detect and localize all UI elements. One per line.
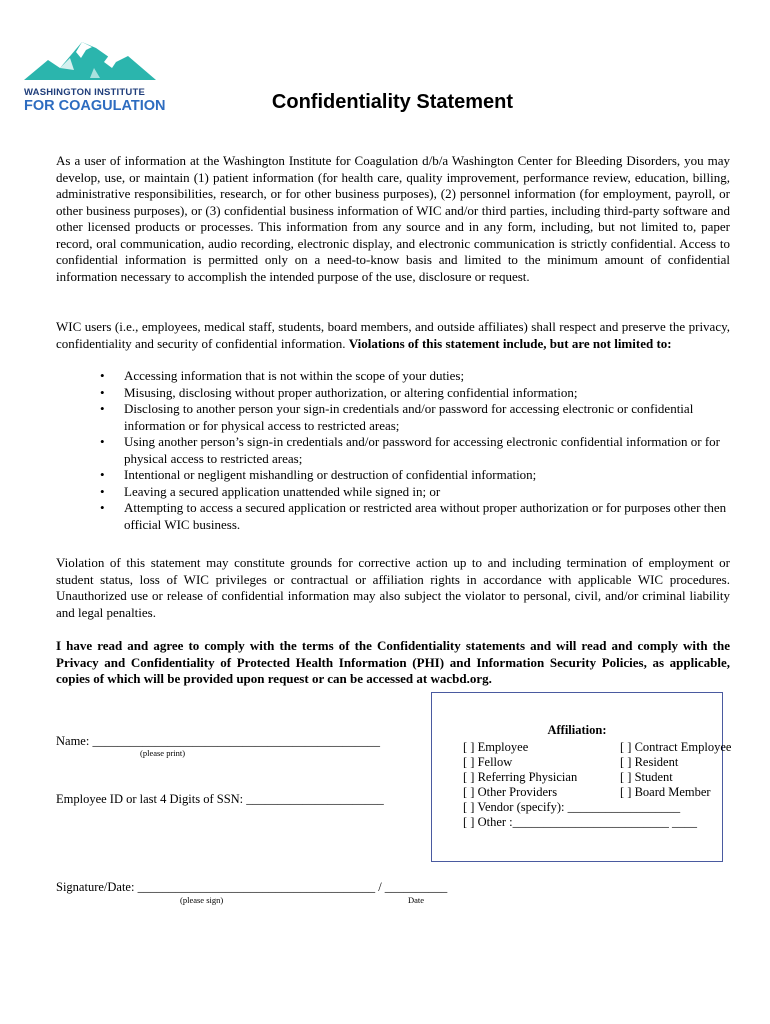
list-item: • Leaving a secured application unattended while signed in; or (98, 484, 730, 501)
other-checkbox[interactable]: [ ] Other :_________________________ ____ (463, 815, 698, 829)
wic-users-paragraph (56, 319, 730, 352)
affiliation-title: Affiliation: (547, 723, 607, 737)
list-item: • Accessing information that is not within the scope of your duties; (98, 368, 730, 385)
employee-id-field[interactable]: Employee ID or last 4 Digits of SSN: ______________________ (56, 792, 384, 806)
resident-checkbox[interactable]: [ ] Resident (620, 755, 679, 769)
contract-employee-checkbox[interactable]: [ ] Contract Employee (620, 740, 732, 754)
signature-hint: (please sign) (180, 895, 224, 905)
violations-list (98, 368, 730, 533)
affiliation-row (463, 755, 679, 770)
logo-line2: FOR COAGULATION (24, 97, 166, 114)
other-providers-checkbox[interactable]: [ ] Other Providers (463, 785, 558, 799)
signature-date-field[interactable]: Signature/Date: ______________________________________ / __________ (56, 880, 448, 894)
employee-checkbox[interactable]: [ ] Employee (463, 740, 529, 754)
list-item: • Disclosing to another person your sign-in credentials and/or password for accessing electronic or confidential information or for physical access to restricted areas; (98, 401, 730, 434)
violation-consequences-paragraph: Violation of this statement may constitute grounds for corrective action up to and including termination of employment or student status, loss of WIC privileges or contractual or affiliation rights in accordance with applicable WIC procedures. Unauthorized use or release of confidential information may also subject the violator to personal, civil, and/or criminal liability and legal penalties. (56, 555, 730, 620)
list-item: • Misusing, disclosing without proper authorization, or altering confidential information; (98, 385, 730, 402)
affiliation-row (463, 785, 711, 800)
fellow-checkbox[interactable]: [ ] Fellow (463, 755, 513, 769)
violations-heading: Violations of this statement include, but are not limited to: (348, 335, 672, 351)
agreement-paragraph: I have read and agree to comply with the terms of the Confidentiality statements and will read and comply with the Privacy and Confidentiality of Protected Health Information (PHI) and Information Security Policies, as applicable, copies of which will be provided upon request or can be accessed at wacbd.org. (56, 638, 730, 686)
date-hint: Date (408, 895, 425, 905)
referring-physician-checkbox[interactable]: [ ] Referring Physician (463, 770, 578, 784)
list-item: • Intentional or negligent mishandling or destruction of confidential information; (98, 467, 730, 484)
list-item: • Using another person’s sign-in credentials and/or password for accessing electronic confidential information or for physical access to restricted areas; (98, 434, 730, 467)
name-field[interactable]: Name: ______________________________________________ (56, 734, 380, 748)
affiliation-row (463, 740, 732, 755)
page-title: Confidentiality Statement (271, 91, 514, 113)
intro-paragraph: As a user of information at the Washington Institute for Coagulation d/b/a Washington Center for Bleeding Disorders, you may develop, use, or maintain (1) patient information (for health care, quality improvement, performance review, education, billing, administrative responsibilities, research, or for other business purposes), (2) personnel information (for employment, payroll, or other business purposes), or (3) confidential business information of WIC and/or third parties, including third-party software and other licensed products or processes. This information from any source and in any form, including, but not limited to, paper record, oral communication, audio recording, electronic display, and electronic communication is strictly confidential. Access to confidential information is permitted only on a need-to-know basis and limited to the minimum amount of confidential information necessary to accomplish the intended purpose of the use, disclosure or request. (56, 153, 730, 284)
list-item: • Attempting to access a secured application or restricted area without proper authorization or for purposes other then official WIC business. (98, 500, 730, 533)
wic-users-intro: WIC users (i.e., employees, medical staff, students, board members, and outside affiliates) shall respect and preserve the privacy, confidentiality and security of confidential information. (56, 319, 730, 351)
vendor-checkbox[interactable]: [ ] Vendor (specify): __________________ (463, 800, 681, 814)
name-hint: (please print) (140, 748, 186, 758)
logo-line1: WASHINGTON INSTITUTE (24, 87, 145, 98)
affiliation-box (431, 692, 732, 862)
board-member-checkbox[interactable]: [ ] Board Member (620, 785, 711, 799)
student-checkbox[interactable]: [ ] Student (620, 770, 673, 784)
affiliation-row (463, 770, 673, 785)
